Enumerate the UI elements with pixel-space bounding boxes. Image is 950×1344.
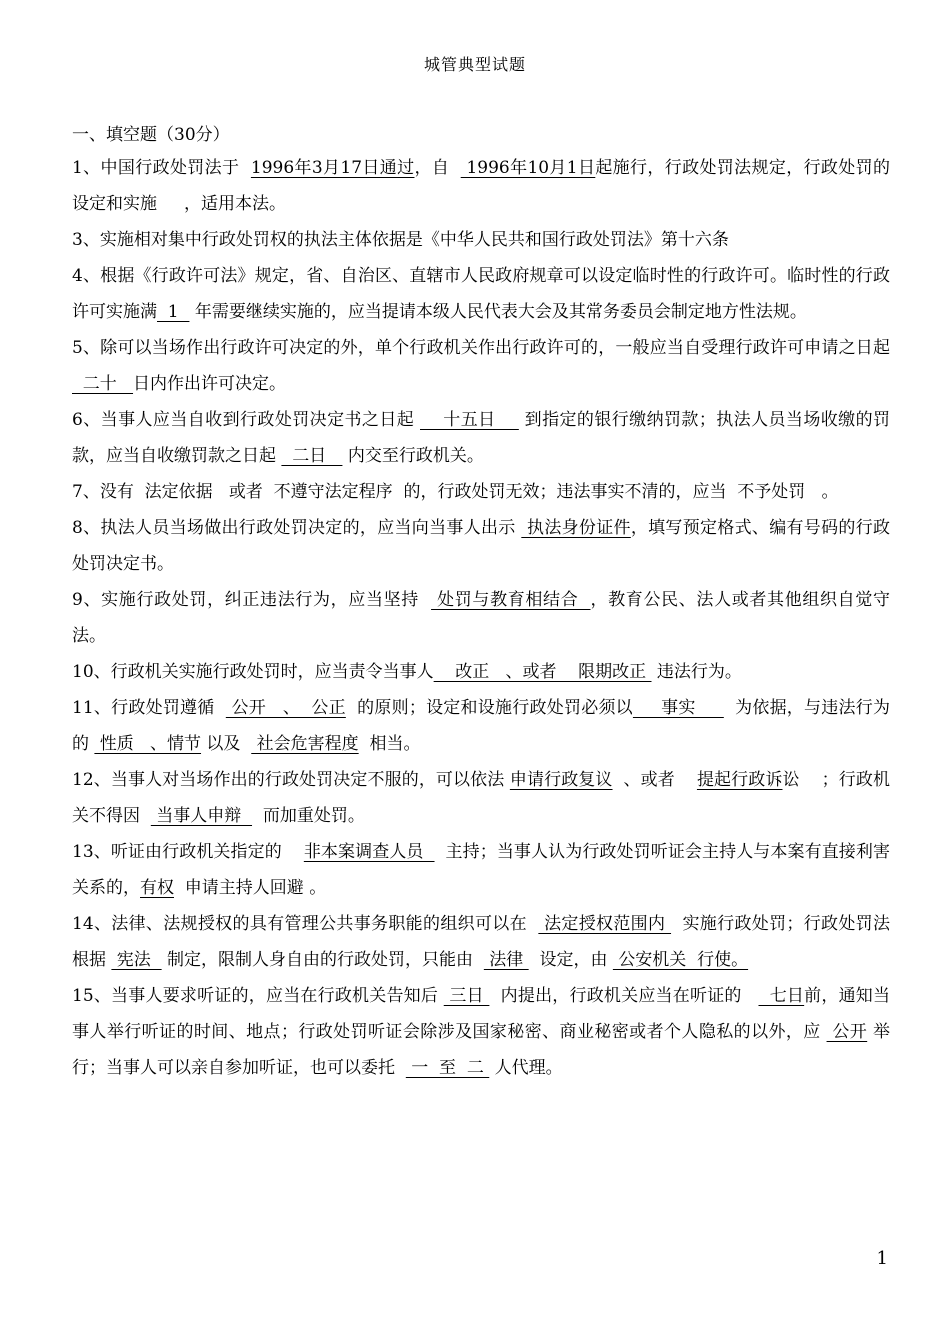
question-text: 5、除可以当场作出行政许可决定的外，单个行政机关作出行政许可的，一般应当自受理行政许可申请之日起 <box>72 338 896 358</box>
question-text: 12、当事人对当场作出的行政处罚决定不服的，可以依法 <box>72 770 510 790</box>
question-item <box>72 690 890 762</box>
question-text: 内交至行政机关。 <box>342 446 484 466</box>
question-text: 申请主持人回避 。 <box>174 878 327 898</box>
question-text: 相当。 <box>358 734 421 754</box>
question-item <box>72 834 890 906</box>
question-text: ，填写预定格式、编有号码的行政处罚决定书。 <box>72 518 891 574</box>
question-text: 3、实施相对集中行政处罚权的执法主体依据是《中华人民共和国行政处罚法》第十六条 <box>72 230 729 250</box>
question-text: 设定，由 <box>528 950 613 970</box>
question-list <box>72 150 912 1086</box>
question-text: 8、执法人员当场做出行政处罚决定的，应当向当事人出示 <box>72 518 522 538</box>
answer-blank: 二日 <box>281 446 343 466</box>
question-text: 日内作出许可决定。 <box>133 374 287 394</box>
answer-blank: 一 至 二 <box>405 1058 490 1078</box>
question-item <box>72 510 890 582</box>
answer-blank: 改正 、或者 限期改正 <box>433 662 652 682</box>
question-item <box>72 762 890 834</box>
question-item <box>72 906 890 978</box>
answer-blank: 社会危害程度 <box>251 734 359 754</box>
answer-blank: 1 <box>157 302 190 322</box>
question-item <box>72 150 912 222</box>
question-item <box>72 330 896 402</box>
question-text: 主持；当事人认为行政处罚听证会主持人与本案有直接利害关系的， <box>72 842 890 898</box>
question-item <box>72 222 890 258</box>
answer-blank: 二十 <box>72 374 134 394</box>
answer-blank: 提起行政诉 <box>696 770 783 790</box>
question-text: 1、中国行政处罚法于 <box>72 158 251 178</box>
question-text: 9、实施行政处罚，纠正违法行为，应当坚持 <box>72 590 432 610</box>
question-text: ，自 <box>414 158 461 178</box>
section-heading: 一、填空题（30分） <box>72 125 230 145</box>
answer-blank: 1996年10月1日 <box>460 158 596 178</box>
answer-blank: 十五日 <box>420 410 519 430</box>
question-text: 11、行政处罚遵循 <box>72 698 226 718</box>
answer-blank: 法定授权范围内 <box>538 914 672 934</box>
question-item <box>72 582 890 654</box>
question-text: 10、行政机关实施行政处罚时，应当责令当事人 <box>72 662 434 682</box>
question-item <box>72 654 890 690</box>
answer-blank: 公开 <box>826 1022 868 1042</box>
answer-blank: 当事人申辩 <box>150 806 253 826</box>
answer-blank: 七日 <box>758 986 805 1006</box>
question-text: 举行；当事人可以亲自参加听证，也可以委托 <box>72 1022 891 1078</box>
question-text: 违法行为。 <box>651 662 742 682</box>
question-text: 的原则；设定和设施行政处罚必须以 <box>345 698 633 718</box>
question-text: 6、当事人应当自收到行政处罚决定书之日起 <box>72 410 420 430</box>
question-item <box>72 258 890 330</box>
question-text: 14、法律、法规授权的具有管理公共事务职能的组织可以在 <box>72 914 539 934</box>
answer-blank: 申请行政复议 <box>509 770 613 790</box>
document-body <box>72 120 912 1086</box>
question-text: 制定，限制人身自由的行政处罚，只能由 <box>161 950 484 970</box>
question-text: 前，通知当事人举行听证的时间、地点；行政处罚听证会除涉及国家秘密、商业秘密或者个人隐私的以外，应 <box>72 986 891 1042</box>
document-title: 城管典型试题 <box>423 55 526 74</box>
answer-blank: 处罚与教育相结合 <box>431 590 591 610</box>
question-text: 为依据，与违法行为的 <box>72 698 890 754</box>
question-text: ，教育公民、法人或者其他组织自觉守法。 <box>72 590 890 646</box>
question-text: 起施行，行政处罚法规定，行政处罚的 设定和实施 ，适用本法。 <box>72 158 912 214</box>
page-number: 1 <box>876 1248 888 1269</box>
question-text: 讼 ；行政机关不得因 <box>72 770 890 826</box>
question-text: 到指定的银行缴纳罚款；执法人员当场收缴的罚款，应当自收缴罚款之日起 <box>72 410 890 466</box>
answer-blank: 有权 <box>140 878 174 898</box>
question-item <box>72 978 890 1086</box>
answer-blank: 法律 <box>483 950 529 970</box>
question-text: 实施行政处罚；行政处罚法根据 <box>72 914 890 970</box>
question-text: 13、听证由行政机关指定的 <box>72 842 304 862</box>
question-text: 、或者 <box>612 770 697 790</box>
answer-blank: 非本案调查人员 <box>303 842 435 862</box>
answer-blank: 三日 <box>443 986 490 1006</box>
question-text: 4、根据《行政许可法》规定，省、自治区、直辖市人民政府规章可以设定临时性的行政许可。临时性的行政许可实施满 <box>72 266 890 322</box>
answer-blank: 性质 、情节 <box>94 734 202 754</box>
question-text: 15、当事人要求听证的，应当在行政机关告知后 <box>72 986 444 1006</box>
question-text: 而加重处罚。 <box>252 806 365 826</box>
question-text: 7、没有 法定依据 或者 不遵守法定程序 的，行政处罚无效；违法事实不清的，应当 不予处罚 。 <box>72 482 839 502</box>
answer-blank: 事实 <box>632 698 724 718</box>
answer-blank: 公开 、 公正 <box>225 698 346 718</box>
question-text: 年需要继续实施的，应当提请本级人民代表大会及其常务委员会制定地方性法规。 <box>189 302 807 322</box>
question-item <box>72 402 890 474</box>
answer-blank: 公安机关 行使。 <box>612 950 749 970</box>
question-text: 内提出，行政机关应当在听证的 <box>489 986 759 1006</box>
question-item <box>72 474 890 510</box>
answer-blank: 宪法 <box>111 950 162 970</box>
question-text: 人代理。 <box>489 1058 563 1078</box>
question-text: 以及 <box>201 734 252 754</box>
answer-blank: 1996年3月17日通过 <box>250 158 415 178</box>
answer-blank: 执法身份证件 <box>521 518 631 538</box>
